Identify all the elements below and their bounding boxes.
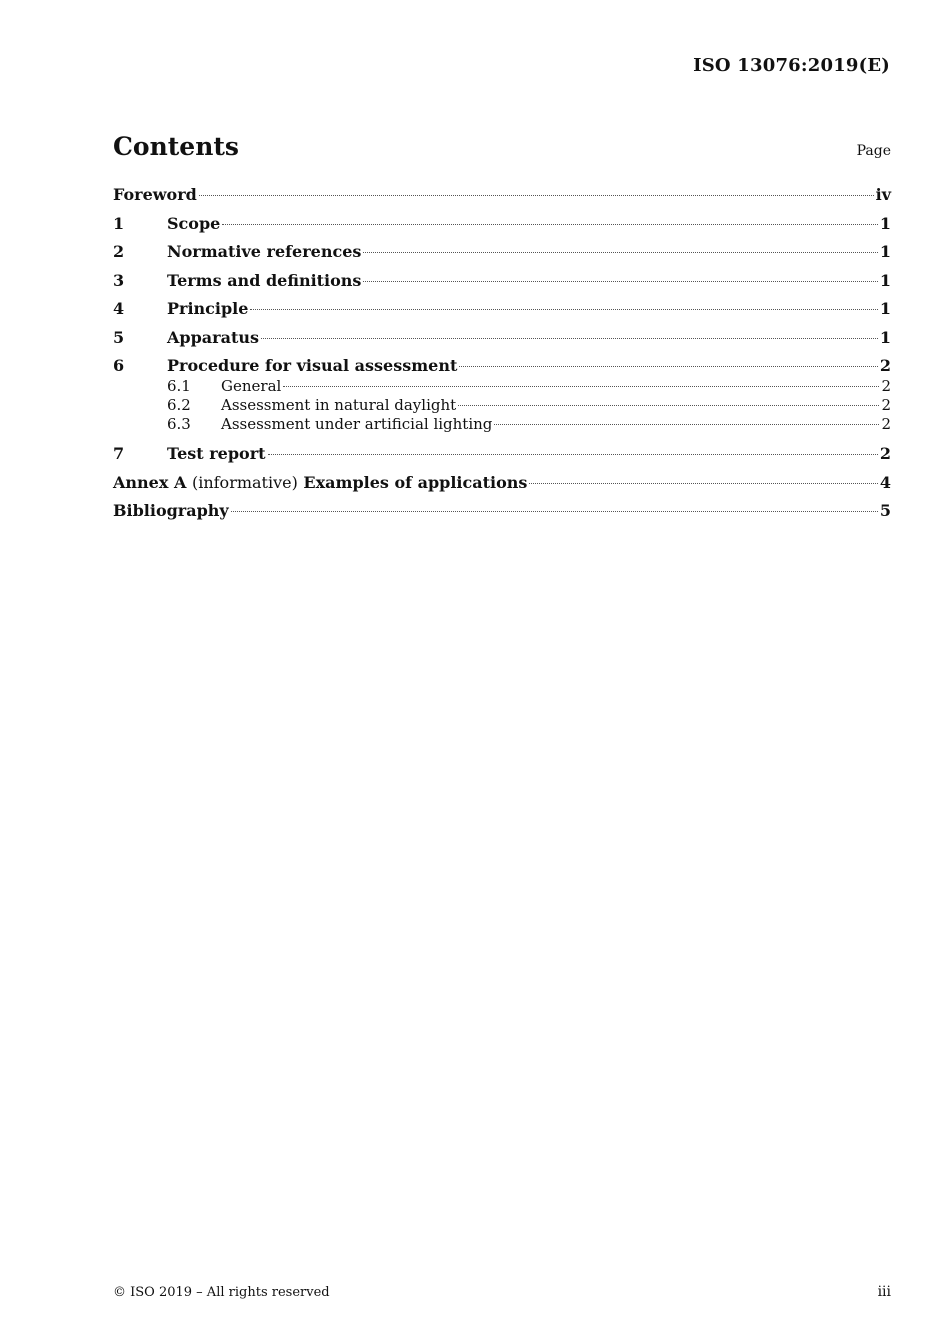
toc-entry-principle[interactable] — [113, 298, 891, 320]
toc-subentry-title: Assessment in natural daylight — [221, 396, 457, 414]
annex-qualifier: (informative) — [191, 472, 298, 492]
toc-subentry-number: 6.1 — [167, 377, 191, 395]
toc-subentry-number: 6.3 — [167, 415, 191, 433]
toc-subentry-page: 2 — [881, 415, 891, 433]
toc-entry-number: 1 — [113, 213, 125, 233]
dot-leader — [261, 338, 878, 339]
toc-entry-title: Terms and definitions — [167, 270, 362, 290]
toc-entry-bibliography[interactable] — [113, 500, 891, 522]
toc-subentry-title: General — [221, 377, 282, 395]
toc-entry-page: 1 — [879, 242, 891, 261]
page-column-label: Page — [856, 143, 891, 159]
toc-entry-number: 5 — [113, 327, 125, 347]
annex-label: Annex A — [113, 472, 187, 492]
dot-leader — [268, 454, 878, 455]
toc-entry-page: 5 — [879, 501, 891, 520]
dot-leader — [459, 366, 878, 367]
table-of-contents — [113, 184, 891, 529]
toc-entry-normative-references[interactable] — [113, 241, 891, 263]
toc-entry-procedure-for-visual-assessment[interactable] — [113, 355, 891, 377]
toc-entry-title: Scope — [167, 213, 221, 233]
toc-subentry-natural-daylight[interactable] — [113, 396, 891, 415]
toc-entry-page: 2 — [879, 356, 891, 375]
page-number: iii — [877, 1284, 891, 1300]
toc-entry-title: Bibliography — [113, 501, 229, 520]
contents-header — [113, 132, 891, 161]
toc-entry-title: Foreword — [113, 185, 197, 204]
dot-leader — [222, 224, 878, 225]
toc-entry-page: 1 — [879, 327, 891, 347]
toc-entry-terms-and-definitions[interactable] — [113, 270, 891, 292]
toc-entry-title: Test report — [167, 444, 266, 463]
toc-subentry-artificial-lighting[interactable] — [113, 415, 891, 434]
toc-entry-page: 4 — [879, 472, 891, 492]
page-footer — [113, 1284, 891, 1300]
toc-entry-annex-a[interactable] — [113, 472, 891, 494]
toc-entry-page: 1 — [879, 299, 891, 318]
toc-entry-title: Procedure for visual assessment — [167, 356, 458, 375]
toc-entry-test-report[interactable] — [113, 443, 891, 465]
toc-entry-number: 2 — [113, 242, 125, 261]
dot-leader — [199, 195, 874, 196]
dot-leader — [529, 483, 877, 484]
contents-title: Contents — [113, 132, 240, 161]
document-id: ISO 13076:2019(E) — [693, 55, 890, 76]
dot-leader — [494, 424, 879, 425]
dot-leader — [250, 309, 877, 310]
toc-entry-number: 3 — [113, 270, 125, 290]
toc-entry-page: 1 — [879, 213, 891, 233]
toc-subentry-number: 6.2 — [167, 396, 191, 414]
toc-entry-number: 4 — [113, 299, 125, 318]
toc-entry-page: 1 — [879, 270, 891, 290]
dot-leader — [458, 405, 879, 406]
toc-entry-apparatus[interactable] — [113, 327, 891, 349]
toc-entry-title: Principle — [167, 299, 249, 318]
toc-entry-foreword[interactable] — [113, 184, 891, 206]
dot-leader — [363, 281, 877, 282]
toc-entry-title: Apparatus — [167, 327, 259, 347]
toc-subentry-page: 2 — [881, 396, 891, 414]
dot-leader — [363, 252, 877, 253]
toc-subentry-general[interactable] — [113, 377, 891, 396]
toc-subentry-title: Assessment under artificial lighting — [221, 415, 493, 433]
toc-entry-title — [113, 472, 527, 494]
toc-entry-page: 2 — [879, 444, 891, 463]
annex-title: Examples of applications — [303, 472, 528, 492]
copyright-notice: © ISO 2019 – All rights reserved — [113, 1285, 330, 1300]
toc-entry-number: 6 — [113, 356, 125, 375]
toc-entry-page: iv — [875, 185, 891, 204]
toc-subentry-page: 2 — [881, 377, 891, 395]
dot-leader — [231, 511, 878, 512]
toc-entry-title: Normative references — [167, 242, 362, 261]
dot-leader — [283, 386, 879, 387]
toc-entry-scope[interactable] — [113, 213, 891, 235]
toc-entry-number: 7 — [113, 444, 125, 463]
